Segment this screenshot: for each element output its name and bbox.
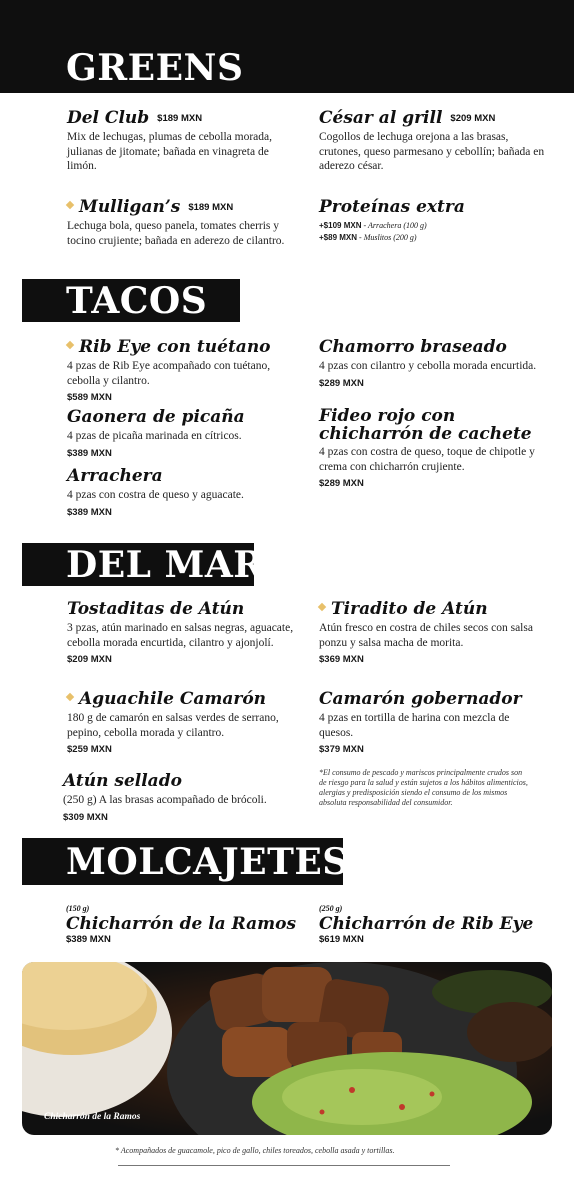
menu-item-tostaditas (67, 599, 295, 665)
menu-item-del-club (67, 108, 297, 174)
footer-divider (118, 1165, 450, 1166)
section-title-del-mar: DEL MAR (66, 544, 264, 586)
item-price: $389 MXN (66, 934, 111, 945)
item-price: $379 MXN (319, 744, 364, 755)
molcajetes-footnote: * Acompañados de guacamole, pico de gallo, chiles toreados, cebolla asada y tortillas. (115, 1146, 395, 1155)
star-icon (66, 201, 74, 209)
item-price: $369 MXN (319, 654, 364, 665)
section-title-tacos: TACOS (66, 280, 208, 322)
item-price: $209 MXN (67, 654, 112, 665)
menu-item-chicharron-rib-eye (319, 904, 549, 945)
item-description: 4 pzas con costra de queso, toque de chipotle y crema con chicharrón crujiente. (319, 446, 535, 473)
item-price: $589 MXN (67, 392, 112, 403)
item-description: 4 pzas de picaña marinada en cítricos. (67, 430, 242, 442)
menu-item-mulligans (67, 197, 297, 248)
item-description: Lechuga bola, queso panela, tomates cherris y tocino crujiente; bañada en aderezo de cilantro. (67, 220, 285, 247)
item-weight: (150 g) (66, 904, 90, 913)
star-icon (318, 603, 326, 611)
item-price: $189 MXN (157, 113, 203, 124)
item-description: 180 g de camarón en salsas verdes de serrano, pepino, cebolla morada y cilantro. (67, 712, 279, 739)
item-name: Atún sellado (63, 771, 182, 791)
protein-option-muslitos: +$89 MXN - Muslitos (200 g) (319, 233, 417, 242)
menu-item-proteinas-extra (319, 197, 549, 244)
item-name: Del Club (67, 108, 150, 128)
item-price: $309 MXN (63, 811, 108, 823)
item-description: Cogollos de lechuga orejona a las brasas, crutones, queso parmesano y cebollín; bañada en aderezo césar. (319, 131, 545, 172)
item-price: $189 MXN (188, 202, 234, 213)
item-weight: (250 g) (319, 904, 343, 913)
item-description: 4 pzas con cilantro y cebolla morada encurtida. (319, 360, 537, 372)
item-name: Tiradito de Atún (331, 599, 488, 619)
item-name: Proteínas extra (319, 197, 465, 217)
item-price: $389 MXN (67, 506, 112, 518)
star-icon (66, 693, 74, 701)
menu-item-chamorro (319, 337, 549, 389)
item-name: Chicharrón de la Ramos (66, 914, 297, 934)
item-name: Rib Eye con tuétano (79, 337, 271, 357)
item-price: $619 MXN (319, 934, 364, 945)
menu-item-camaron-gobernador (319, 689, 544, 755)
chicharron-photo (22, 962, 552, 1135)
item-description: Mix de lechugas, plumas de cebolla morada, julianas de jitomate; bañada en vinagreta de limón. (67, 131, 273, 172)
item-description: 4 pzas en tortilla de harina con mezcla de quesos. (319, 712, 510, 739)
food-illustration (22, 962, 552, 1135)
item-name: Camarón gobernador (319, 689, 522, 709)
item-name: Aguachile Camarón (79, 689, 267, 709)
item-price: $289 MXN (319, 478, 364, 489)
menu-item-atun-sellado (63, 771, 303, 823)
menu-item-gaonera (67, 407, 302, 459)
section-title-molcajetes: MOLCAJETES (66, 841, 349, 883)
raw-seafood-disclaimer: *El consumo de pescado y mariscos principalmente crudos son de riesgo para la salud y están sujetos a los hábitos alimenticios, alergias y predisposición siendo el consumo de los mismos absoluta responsabilidad del consumidor. (319, 768, 528, 807)
item-name: Arrachera (67, 466, 163, 486)
protein-option-arrachera: +$109 MXN - Arrachera (100 g) (319, 221, 427, 230)
item-price: $289 MXN (319, 377, 364, 389)
item-description: 3 pzas, atún marinado en salsas negras, aguacate, cebolla morada encurtida, cilantro y ajonjolí. (67, 622, 294, 649)
section-title-greens: GREENS (66, 47, 244, 89)
menu-item-chicharron-ramos (66, 904, 306, 945)
item-description: (250 g) A las brasas acompañado de brócoli. (63, 794, 267, 806)
star-icon (66, 341, 74, 349)
photo-caption: Chicharrón de la Ramos (44, 1112, 141, 1122)
menu-item-tiradito (319, 599, 544, 665)
item-description: Atún fresco en costra de chiles secos con salsa ponzu y salsa macha de morita. (319, 622, 533, 649)
item-name: César al grill (319, 108, 443, 128)
menu-item-cesar (319, 108, 549, 174)
menu-item-rib-eye-tuetano (67, 337, 302, 403)
item-name: Fideo rojo con chicharrón de cachete (319, 406, 532, 444)
item-name: Chicharrón de Rib Eye (319, 914, 534, 934)
menu-item-fideo-rojo (319, 407, 541, 489)
item-price: $259 MXN (67, 744, 112, 755)
item-name: Chamorro braseado (319, 337, 507, 357)
item-price: $209 MXN (450, 113, 496, 124)
menu-item-aguachile (67, 689, 295, 755)
item-name: Tostaditas de Atún (67, 599, 245, 619)
item-name: Gaonera de picaña (67, 407, 245, 427)
item-description: 4 pzas con costra de queso y aguacate. (67, 489, 244, 501)
item-price: $389 MXN (67, 447, 112, 459)
item-description: 4 pzas de Rib Eye acompañado con tuétano, cebolla y cilantro. (67, 360, 271, 387)
menu-item-arrachera (67, 466, 302, 518)
item-name: Mulligan’s (79, 197, 181, 217)
